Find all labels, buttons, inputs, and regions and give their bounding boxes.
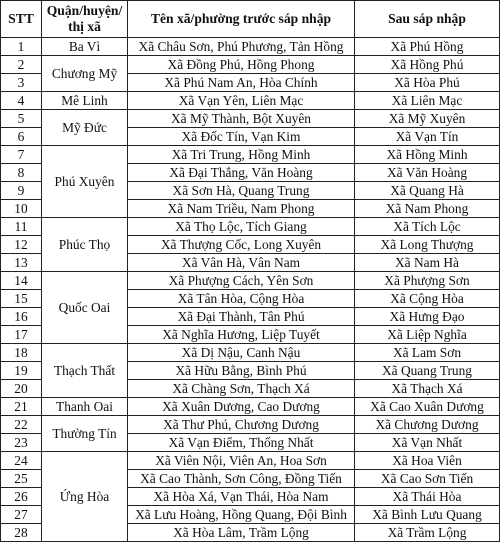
header-district-line1: Quận/huyện/ — [46, 3, 123, 18]
cell-stt: 15 — [1, 290, 42, 308]
cell-district: Mỹ Đức — [42, 110, 128, 146]
cell-stt: 25 — [1, 470, 42, 488]
cell-district: Phúc Thọ — [42, 218, 128, 272]
cell-after: Xã Chương Dương — [355, 416, 500, 434]
cell-stt: 11 — [1, 218, 42, 236]
cell-after: Xã Phú Hồng — [355, 38, 500, 56]
cell-stt: 20 — [1, 380, 42, 398]
cell-after: Xã Nam Hà — [355, 254, 500, 272]
cell-stt: 10 — [1, 200, 42, 218]
cell-before: Xã Tân Hòa, Cộng Hòa — [128, 290, 355, 308]
cell-after: Xã Nam Phong — [355, 200, 500, 218]
table-row — [1, 146, 500, 164]
cell-district: Ứng Hòa — [42, 452, 128, 542]
cell-after: Xã Cao Xuân Dương — [355, 398, 500, 416]
header-district-line2: thị xã — [68, 19, 101, 34]
table-row — [1, 56, 500, 74]
cell-stt: 9 — [1, 182, 42, 200]
cell-before: Xã Đại Thắng, Văn Hoàng — [128, 164, 355, 182]
cell-after: Xã Tích Lộc — [355, 218, 500, 236]
table-body — [1, 38, 500, 542]
cell-after: Xã Hoa Viên — [355, 452, 500, 470]
cell-before: Xã Phú Nam An, Hòa Chính — [128, 74, 355, 92]
cell-before: Xã Mỹ Thành, Bột Xuyên — [128, 110, 355, 128]
table-row — [1, 110, 500, 128]
cell-stt: 21 — [1, 398, 42, 416]
cell-before: Xã Vạn Điểm, Thống Nhất — [128, 434, 355, 452]
table-row — [1, 344, 500, 362]
cell-before: Xã Thư Phú, Chương Dương — [128, 416, 355, 434]
header-row — [1, 1, 500, 38]
table-row — [1, 92, 500, 110]
cell-district: Thường Tín — [42, 416, 128, 452]
cell-stt: 27 — [1, 506, 42, 524]
cell-before: Xã Chàng Sơn, Thạch Xá — [128, 380, 355, 398]
cell-after: Xã Liên Mạc — [355, 92, 500, 110]
cell-stt: 12 — [1, 236, 42, 254]
cell-before: Xã Dị Nậu, Canh Nậu — [128, 344, 355, 362]
cell-stt: 22 — [1, 416, 42, 434]
cell-district: Thạch Thất — [42, 344, 128, 398]
cell-before: Xã Vạn Yên, Liên Mạc — [128, 92, 355, 110]
cell-before: Xã Xuân Dương, Cao Dương — [128, 398, 355, 416]
cell-district: Thanh Oai — [42, 398, 128, 416]
table-header — [1, 1, 500, 38]
cell-before: Xã Vân Hà, Vân Nam — [128, 254, 355, 272]
header-district — [42, 1, 128, 38]
cell-stt: 28 — [1, 524, 42, 542]
cell-stt: 7 — [1, 146, 42, 164]
cell-stt: 13 — [1, 254, 42, 272]
cell-after: Xã Quang Hà — [355, 182, 500, 200]
cell-after: Xã Vạn Nhất — [355, 434, 500, 452]
cell-after: Xã Long Thượng — [355, 236, 500, 254]
cell-before: Xã Cao Thành, Sơn Công, Đồng Tiến — [128, 470, 355, 488]
cell-before: Xã Thượng Cốc, Long Xuyên — [128, 236, 355, 254]
cell-stt: 19 — [1, 362, 42, 380]
cell-before: Xã Châu Sơn, Phú Phương, Tản Hồng — [128, 38, 355, 56]
cell-after: Xã Quang Trung — [355, 362, 500, 380]
cell-before: Xã Nghĩa Hương, Liệp Tuyết — [128, 326, 355, 344]
cell-district: Ba Vì — [42, 38, 128, 56]
cell-stt: 2 — [1, 56, 42, 74]
cell-after: Xã Cao Sơn Tiến — [355, 470, 500, 488]
cell-after: Xã Hồng Minh — [355, 146, 500, 164]
cell-stt: 1 — [1, 38, 42, 56]
cell-stt: 26 — [1, 488, 42, 506]
table-row — [1, 38, 500, 56]
cell-after: Xã Hồng Phú — [355, 56, 500, 74]
cell-before: Xã Hữu Bằng, Bình Phú — [128, 362, 355, 380]
cell-before: Xã Hòa Lâm, Trầm Lộng — [128, 524, 355, 542]
cell-stt: 3 — [1, 74, 42, 92]
cell-after: Xã Vạn Tín — [355, 128, 500, 146]
cell-before: Xã Tri Trung, Hồng Minh — [128, 146, 355, 164]
cell-after: Xã Lam Sơn — [355, 344, 500, 362]
cell-stt: 18 — [1, 344, 42, 362]
table-row — [1, 218, 500, 236]
cell-before: Xã Đồng Phú, Hồng Phong — [128, 56, 355, 74]
cell-district: Quốc Oai — [42, 272, 128, 344]
header-stt: STT — [1, 1, 42, 38]
cell-before: Xã Đốc Tín, Vạn Kim — [128, 128, 355, 146]
cell-after: Xã Trầm Lộng — [355, 524, 500, 542]
cell-stt: 5 — [1, 110, 42, 128]
table-row — [1, 272, 500, 290]
cell-stt: 16 — [1, 308, 42, 326]
cell-district: Phú Xuyên — [42, 146, 128, 218]
cell-before: Xã Sơn Hà, Quang Trung — [128, 182, 355, 200]
cell-stt: 4 — [1, 92, 42, 110]
cell-before: Xã Lưu Hoàng, Hồng Quang, Đội Bình — [128, 506, 355, 524]
cell-after: Xã Thái Hòa — [355, 488, 500, 506]
cell-stt: 23 — [1, 434, 42, 452]
cell-before: Xã Đại Thành, Tân Phú — [128, 308, 355, 326]
cell-stt: 17 — [1, 326, 42, 344]
cell-before: Xã Viên Nội, Viên An, Hoa Sơn — [128, 452, 355, 470]
cell-after: Xã Bình Lưu Quang — [355, 506, 500, 524]
cell-before: Xã Phượng Cách, Yên Sơn — [128, 272, 355, 290]
cell-stt: 8 — [1, 164, 42, 182]
cell-after: Xã Cộng Hòa — [355, 290, 500, 308]
cell-stt: 24 — [1, 452, 42, 470]
header-after: Sau sáp nhập — [355, 1, 500, 38]
cell-after: Xã Thạch Xá — [355, 380, 500, 398]
cell-before: Xã Nam Triều, Nam Phong — [128, 200, 355, 218]
cell-before: Xã Thọ Lộc, Tích Giang — [128, 218, 355, 236]
cell-district: Chương Mỹ — [42, 56, 128, 92]
cell-stt: 14 — [1, 272, 42, 290]
cell-after: Xã Mỹ Xuyên — [355, 110, 500, 128]
cell-after: Xã Phượng Sơn — [355, 272, 500, 290]
cell-before: Xã Hòa Xá, Vạn Thái, Hòa Nam — [128, 488, 355, 506]
cell-stt: 6 — [1, 128, 42, 146]
cell-district: Mê Linh — [42, 92, 128, 110]
cell-after: Xã Liệp Nghĩa — [355, 326, 500, 344]
cell-after: Xã Văn Hoàng — [355, 164, 500, 182]
table-row — [1, 416, 500, 434]
cell-after: Xã Hưng Đạo — [355, 308, 500, 326]
header-before: Tên xã/phường trước sáp nhập — [128, 1, 355, 38]
table-row — [1, 398, 500, 416]
table-row — [1, 452, 500, 470]
cell-after: Xã Hòa Phú — [355, 74, 500, 92]
